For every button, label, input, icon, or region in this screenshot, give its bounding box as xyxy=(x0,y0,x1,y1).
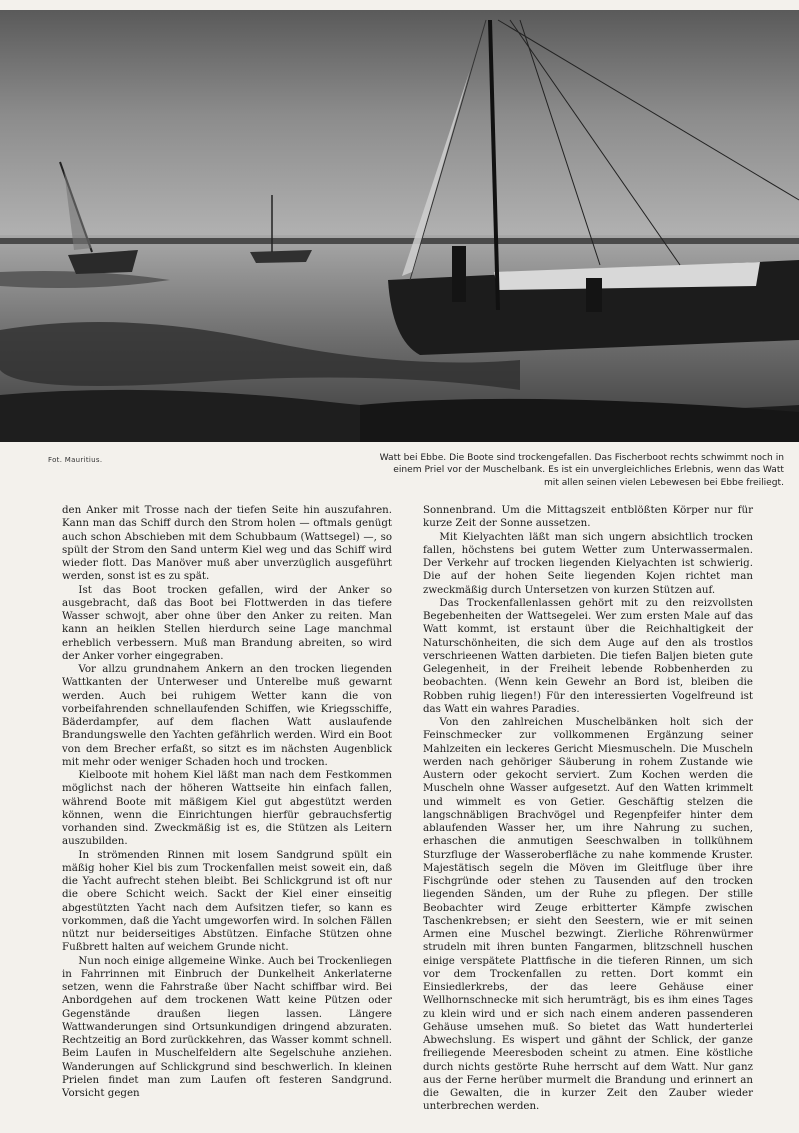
paragraph: Sonnenbrand. Um die Mittagszeit entblößten Körper nur für kurze Zeit der Sonne aussetzen. xyxy=(423,504,753,530)
paragraph: Von den zahlreichen Muschelbänken holt sich der Feinschmecker zur vollkommenen Ergänzung seiner Mahlzeiten ein leckeres Gericht Miesmuscheln. Die Muscheln werden nach gehöriger Säuberung in rohem Zustande wie Austern oder gekocht serviert. Zum Kochen werden die Muscheln ohne Wasser aufgesetzt. Auf den Watten krimmelt und wimmelt es von Getier. Geschäftig stelzen die langschnäbligen Brachvögel und Regenpfeifer hinter dem ablaufenden Wasser her, um ihre Nahrung zu suchen, erhaschen die anmutigen Seeschwalben in tollkühnem Sturzfluge der Wasseroberfläche zu nahe kommende Kruster. Majestätisch segeln die Möven im Gleitfluge über ihre Fischgründe oder stehen zu Tausenden auf den trocken liegenden Sänden, um der Ruhe zu pflegen. Der stille Beobachter wird Zeuge erbitterter Kämpfe zwischen Taschenkrebsen; er sieht den Seestern, wie er mit seinen Armen eine Muschel bezwingt. Zierliche Röhrenwürmer strudeln mit ihren bunten Fangarmen, blitzschnell huschen einige verspätete Plattfische in die tieferen Rinnen, um sich vor dem Trockenfallen zu retten. Dort kommt ein Einsiedlerkrebs, der das leere Gehäuse einer Wellhornschnecke mit sich herumträgt, bis es ihm eines Tages zu klein wird und er sich nach einem anderen passenderen Gehäuse umsehen muß. So bietet das Watt hunderterlei Abwechslung. Es wispert und gähnt der Schlick, der ganze freiliegende Meeresboden scheint zu atmen. Eine köstliche durch nichts gestörte Ruhe herrscht auf dem Watt. Nur ganz aus der Ferne herüber murmelt die Brandung und erinnert an die Gewalten, die in kurzer Zeit den Zauber wieder unterbrechen werden. xyxy=(423,716,753,1113)
photo-credit: Fot. Mauritius. xyxy=(48,456,103,464)
paragraph: Mit Kielyachten läßt man sich ungern absichtlich trocken fallen, höchstens bei gutem Wetter zum Unterwassermalen. Der Verkehr auf trocken liegenden Kielyachten ist schwierig. Die auf der hohen Seite liegenden Kojen richtet man zweckmäßig durch Untersetzen von kurzen Stützen auf. xyxy=(423,530,753,596)
paragraph: Das Trockenfallenlassen gehört mit zu den reizvollsten Begebenheiten der Wattsegelei. Wer zum ersten Male auf das Watt kommt, ist erstaunt über die Reichhaltigkeit der Naturschönheiten, die sich dem Auge auf den als trostlos verschrieenen Watten darbieten. Die tiefen Baljen bieten gute Gelegenheit, in der Freiheit lebende Robbenherden zu beobachten. (Wenn kein Gewehr an Bord ist, bleiben die Robben ruhig liegen!) Für den interessierten Vogelfreund ist das Watt ein wahres Paradies. xyxy=(423,596,753,715)
paragraph: In strömenden Rinnen mit losem Sandgrund spült ein mäßig hoher Kiel bis zum Trockenfallen meist soweit ein, daß die Yacht aufrecht stehen bleibt. Bei Schlickgrund ist oft nur die obere Schicht weich. Sackt der Kiel einer einseitig abgestützten Yacht nach dem Aufsitzen tiefer, so kann es vorkommen, daß die Yacht umgeworfen wird. In solchen Fällen nützt nur beiderseitiges Abstützen. Einfache Stützen ohne Fußbrett halten auf weichem Grunde nicht. xyxy=(62,848,392,954)
paragraph: Ist das Boot trocken gefallen, wird der Anker so ausgebracht, daß das Boot bei Flottwerden in das tiefere Wasser schwojt, aber ohne über den Anker zu reiten. Man kann an heiklen Stellen hierdurch seine Lage manchmal erheblich verbessern. Muß man Brandung abreiten, so wird der Anker vorher eingegraben. xyxy=(62,583,392,662)
paragraph: Vor allzu grundnahem Ankern an den trocken liegenden Wattkanten der Unterweser und Unterelbe muß gewarnt werden. Auch bei ruhigem Wetter kann die von vorbeifahrenden schnellaufenden Schiffen, wie Kriegsschiffe, Bäderdampfer, auf dem flachen Watt auslaufende Brandungswelle den Yachten gefährlich werden. Wird ein Boot von dem Brecher erfaßt, so sitzt es im nächsten Augenblick mit mehr oder weniger Schaden hoch und trocken. xyxy=(62,663,392,768)
paragraph: den Anker mit Trosse nach der tiefen Seite hin auszufahren. Kann man das Schiff durch den Strom holen — oftmals genügt auch schon Abschieben mit dem Schubbaum (Wattsegel) —, so spült der Strom den Sand unterm Kiel weg und das Schiff wird wieder flott. Das Manöver muß aber unverzüglich ausgeführt werden, sonst ist es zu spät. xyxy=(62,504,392,583)
paragraph: Kielboote mit hohem Kiel läßt man nach dem Festkommen möglichst nach der höheren Wattseite hin einfach fallen, während Boote mit mäßigem Kiel gut abgestützt werden können, wenn die Einrichtungen hierfür gebrauchsfertig vorhanden sind. Zweckmäßig ist es, die Stützen als Leitern auszubilden. xyxy=(62,769,392,848)
tidal-flat-photo xyxy=(0,10,799,442)
photo-caption xyxy=(268,452,784,489)
caption-line: einem Priel vor der Muschelbank. Es ist ein unvergleichliches Erlebnis, wenn das Watt xyxy=(393,465,784,476)
left-text-column xyxy=(62,504,392,1100)
right-text-column xyxy=(423,504,753,1114)
caption-line: mit allen seinen vielen Lebewesen bei Ebbe freiliegt. xyxy=(543,477,784,488)
paragraph: Nun noch einige allgemeine Winke. Auch bei Trockenliegen in Fahrrinnen mit Einbruch der Dunkelheit Ankerlaterne setzen, wenn die Fahrstraße über Nacht schiffbar wird. Bei Anbordgehen auf dem trockenen Watt keine Pützen oder Gegenstände draußen liegen lassen. Längere Wattwanderungen sind Ortsunkundigen dringend abzuraten. Rechtzeitig an Bord zurückkehren, das Wasser kommt schnell. Beim Laufen in Muschelfeldern alte Segelschuhe anziehen. Wanderungen auf Schlickgrund sind beschwerlich. In kleinen Prielen findet man zum Laufen oft festeren Sandgrund. Vorsicht gegen xyxy=(62,954,392,1099)
caption-line: Watt bei Ebbe. Die Boote sind trockengefallen. Das Fischerboot rechts schwimmt noch in xyxy=(379,453,784,463)
